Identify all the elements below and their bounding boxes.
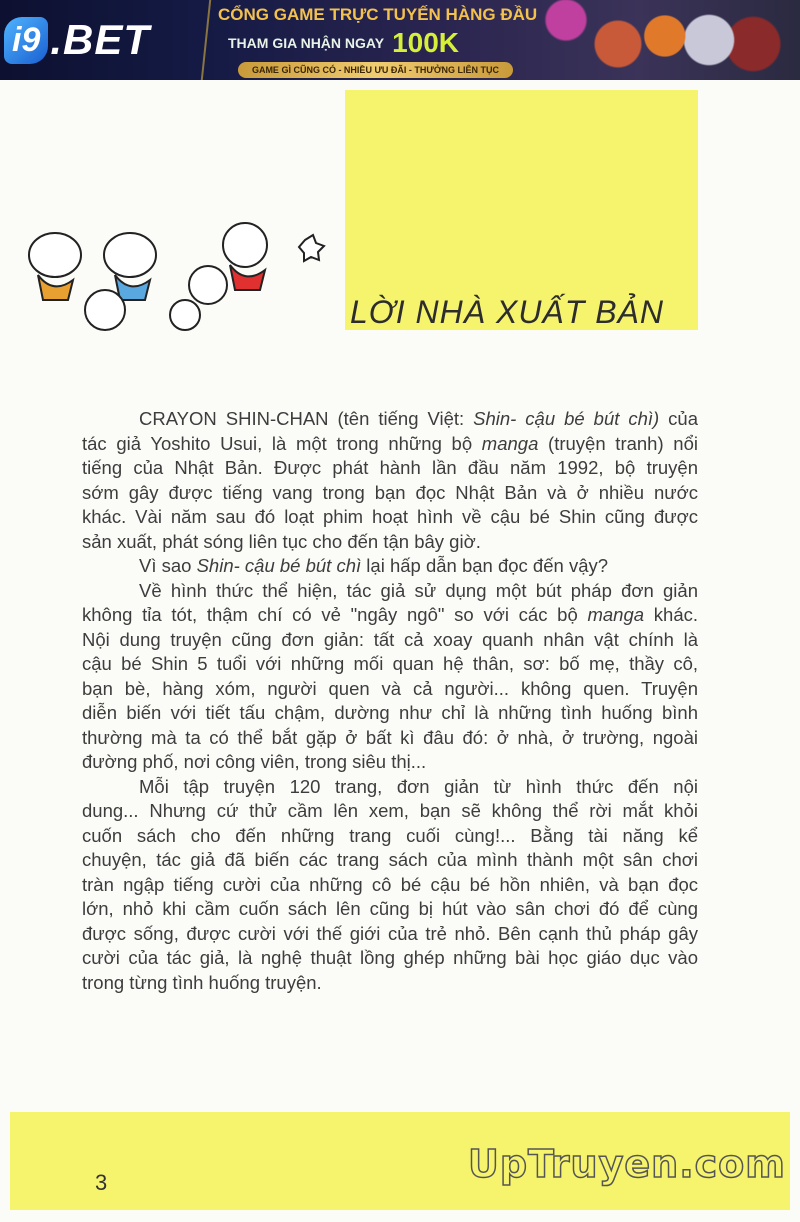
text-line xyxy=(82,750,698,775)
text-segment: Nội dung truyện cũng đơn giản: tất cả xoay quanh nhân vật chính là xyxy=(82,628,698,650)
text-segment: Về hình thức thể hiện, tác giả sử dụng một bút pháp đơn giản xyxy=(139,579,698,601)
text-line xyxy=(82,946,698,971)
text-segment: tràn ngập tiếng cười của những cô bé cậu bé hồn nhiên, và bạn đọc xyxy=(82,873,698,895)
text-segment: Vì sao xyxy=(139,555,197,576)
text-line xyxy=(82,530,698,555)
text-line xyxy=(82,505,698,530)
text-line xyxy=(82,775,698,800)
page-number: 3 xyxy=(95,1170,108,1195)
text-line xyxy=(82,677,698,702)
text-segment: lớn, nhỏ khi cầm cuốn sách lên cũng bị hút vào sân chơi đó để cùng xyxy=(82,898,698,919)
italic-text: manga xyxy=(481,432,539,454)
banner-tagline: GAME GÌ CŨNG CÓ - NHIỀU ƯU ĐÃI - THƯỞNG LIÊN TỤC xyxy=(238,62,513,78)
text-segment: cười của tác giả, là nghệ thuật lồng ghép những bài học giáo dục vào xyxy=(82,947,698,968)
text-line xyxy=(82,799,698,824)
logo-mark: i9 xyxy=(4,17,48,64)
text-segment: CRAYON SHIN-CHAN (tên tiếng Việt: xyxy=(139,408,474,429)
footer-band xyxy=(10,1112,790,1210)
text-segment: trong từng tình huống truyện. xyxy=(82,971,322,993)
text-segment: diễn biến với tiết tấu chậm, dường như chỉ là những tình huống bình xyxy=(82,702,698,723)
text-segment: chuyện, tác giả đã biến các trang sách của mình thành một sân chơi xyxy=(82,849,698,870)
uptruyen-watermark: UpTruyen.com xyxy=(468,1142,786,1186)
text-segment: Mỗi tập truyện 120 trang, đơn giản từ hình thức đến nội xyxy=(139,775,698,797)
text-segment: không tỉa tót, thậm chí có vẻ "ngây ngô" so với các bộ xyxy=(82,604,588,625)
text-line xyxy=(82,873,698,898)
text-segment: cuốn sách cho đến những trang cuối cùng!... Bằng tài năng kể xyxy=(82,824,698,846)
text-segment: bạn bè, hàng xóm, người quen và cả người... không quen. Truyện xyxy=(82,677,698,699)
banner-amount: 100K xyxy=(392,27,460,58)
text-line xyxy=(82,603,698,628)
text-line xyxy=(82,579,698,604)
page-title: LỜI NHÀ XUẤT BẢN xyxy=(350,294,665,330)
text-segment: cậu bé Shin 5 tuổi với những mối quan hệ thân, sơ: bố mẹ, thầy cô, xyxy=(82,653,698,674)
banner-offer: THAM GIA NHẬN NGAY xyxy=(228,35,385,51)
text-line xyxy=(82,848,698,873)
banner-characters-image xyxy=(540,0,800,80)
text-line xyxy=(82,701,698,726)
text-segment: khác. Vài năm sau đó loạt phim hoạt hình về cậu bé Shin cũng được xyxy=(82,506,698,527)
preface-text xyxy=(82,407,698,995)
italic-text: manga xyxy=(587,604,645,625)
text-line xyxy=(82,922,698,947)
text-line xyxy=(82,971,698,996)
text-segment: (truyện tranh) nổi xyxy=(538,432,698,454)
text-segment: tiếng của Nhật Bản. Được phát hành lần đầu năm 1992, bộ truyện xyxy=(82,457,698,478)
text-line xyxy=(82,456,698,481)
italic-text: Shin- cậu bé bút chì xyxy=(196,555,362,576)
banner-offer-row xyxy=(228,27,459,59)
text-line xyxy=(82,432,698,457)
i9bet-logo xyxy=(4,12,200,68)
text-segment: khác. xyxy=(644,604,698,625)
text-line xyxy=(82,407,698,432)
text-segment: lại hấp dẫn bạn đọc đến vậy? xyxy=(361,555,609,576)
text-line xyxy=(82,554,698,579)
italic-text: Shin- cậu bé bút chì) xyxy=(473,408,660,429)
text-line xyxy=(82,897,698,922)
text-segment: tác giả Yoshito Usui, là một trong những bộ xyxy=(82,432,482,454)
text-segment: thường mà ta có thể bắt gặp ở bất kì đâu đó: ở nhà, ở trường, ngoài xyxy=(82,726,698,748)
text-line xyxy=(82,652,698,677)
text-line xyxy=(82,824,698,849)
text-segment: sản xuất, phát sóng liên tục cho đến tận bây giờ. xyxy=(82,530,481,552)
text-segment: sớm gây được tiếng vang trong bạn đọc Nhật Bản và ở nhiều nước xyxy=(82,481,698,503)
ad-banner[interactable] xyxy=(0,0,800,80)
text-segment: đường phố, nơi công viên, trong siêu thị... xyxy=(82,751,427,772)
text-line xyxy=(82,726,698,751)
text-segment: được sống, được cười với thế giới của trẻ nhỏ. Bên cạnh thủ pháp gây xyxy=(82,922,698,944)
text-segment: dung... Nhưng cứ thử cầm lên xem, bạn sẽ không thể rời mắt khỏi xyxy=(82,800,698,821)
text-segment: của xyxy=(659,408,698,429)
shinchan-soccer-illustration xyxy=(10,215,335,335)
banner-headline: CỔNG GAME TRỰC TUYẾN HÀNG ĐẦU xyxy=(218,5,538,24)
banner-divider xyxy=(201,0,211,80)
text-line xyxy=(82,481,698,506)
logo-text: .BET xyxy=(50,16,151,63)
text-line xyxy=(82,628,698,653)
